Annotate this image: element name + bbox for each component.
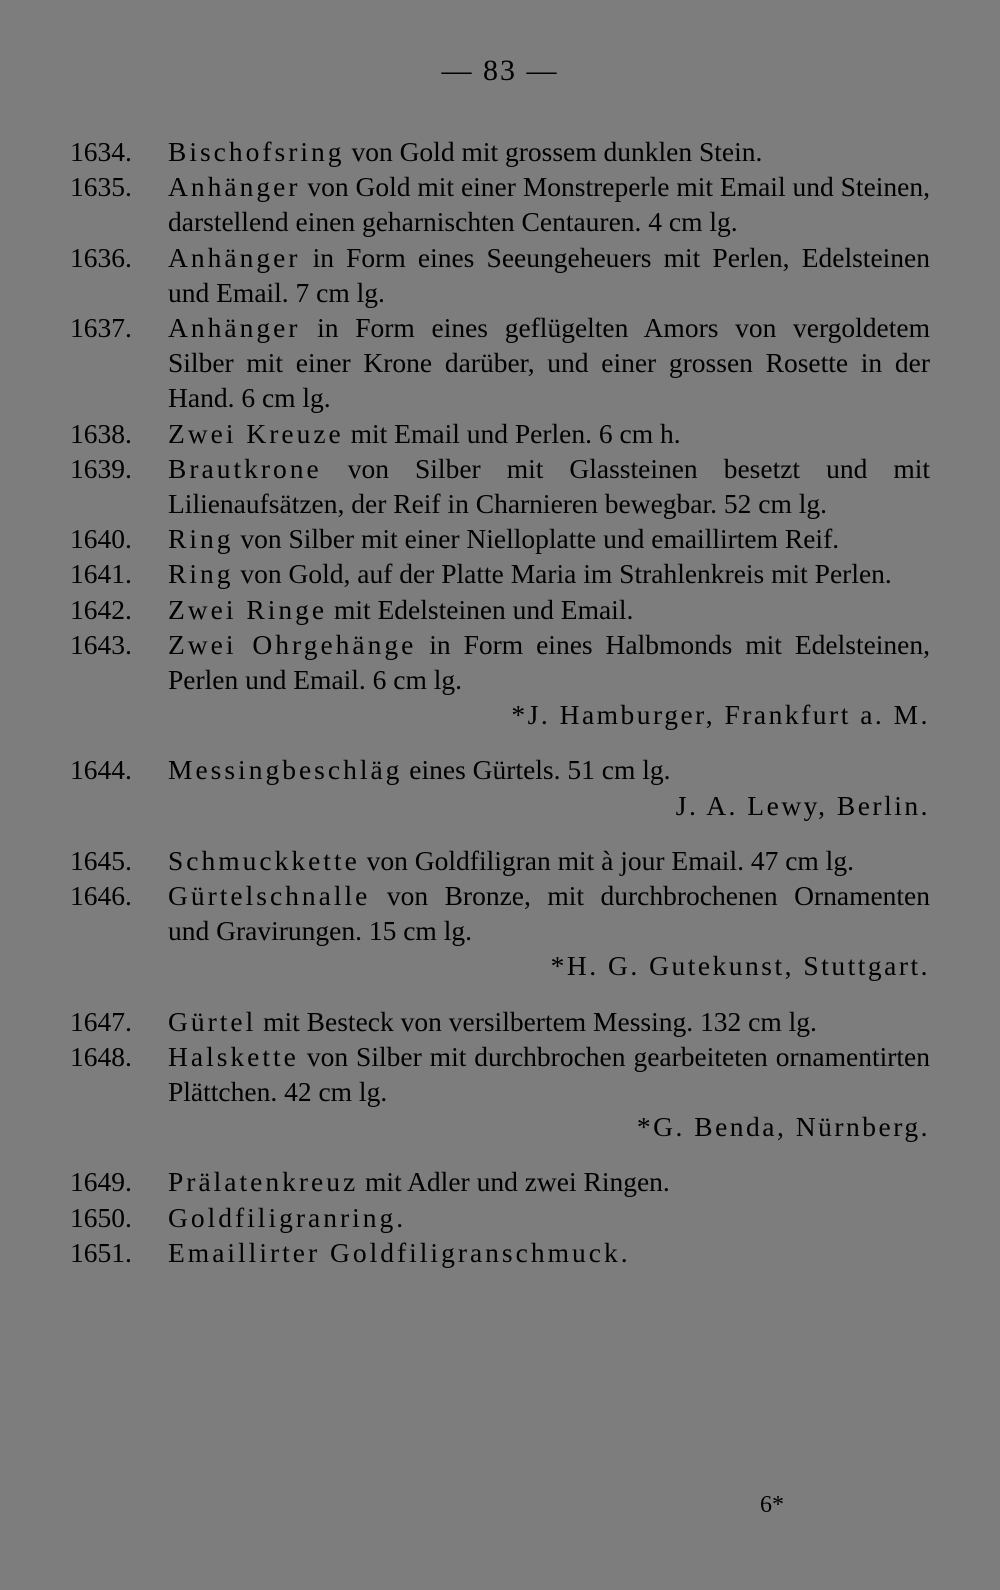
entry-term: Prälatenkreuz (168, 1166, 359, 1198)
entry-text: mit Adler und zwei Ringen. (365, 1166, 670, 1198)
catalog-entry (70, 843, 930, 878)
catalog-entry (70, 1164, 930, 1199)
entry-description (168, 556, 930, 591)
entry-term: Halskette (168, 1040, 299, 1072)
entry-description (168, 1164, 930, 1199)
catalog-entry (70, 416, 930, 451)
entry-number: 1644. (70, 754, 132, 786)
entry-number: 1640. (70, 523, 132, 555)
group-spacer (70, 984, 930, 1004)
entry-term: Schmuckkette (168, 844, 360, 876)
entry-description (168, 1004, 930, 1039)
entry-text: mit Email und Perlen. 6 cm h. (350, 417, 681, 449)
entry-description (168, 416, 930, 451)
catalog-entry (70, 752, 930, 787)
catalog-entry (70, 169, 930, 239)
entry-number: 1636. (70, 241, 132, 273)
catalog-entry (70, 451, 930, 521)
entry-number: 1645. (70, 844, 132, 876)
entry-term: Emaillirter Goldfiligranschmuck. (168, 1236, 631, 1268)
catalog-entry (70, 556, 930, 591)
lender-attribution: *G. Benda, Nürnberg. (636, 1111, 930, 1143)
printer-signature: 6* (760, 1492, 784, 1518)
lender-attribution: *J. Hamburger, Frankfurt a. M. (511, 699, 930, 731)
entry-description (168, 878, 930, 948)
entry-number: 1642. (70, 593, 132, 625)
entry-text: von Gold mit einer Monstreperle mit Email und Steinen, darstellend einen geharnischten Centauren. 4 cm lg. (168, 171, 930, 238)
entry-term: Brautkrone (168, 452, 322, 484)
entry-number: 1637. (70, 312, 132, 344)
lender-attribution: *H. G. Gutekunst, Stuttgart. (550, 950, 930, 982)
entry-term: Goldfiligranring. (168, 1201, 407, 1233)
group-spacer (70, 1144, 930, 1164)
entry-term: Bischofsring (168, 136, 345, 167)
entry-text: von Silber mit einer Nielloplatte und emaillirtem Reif. (240, 523, 840, 555)
entry-description (168, 169, 930, 239)
catalog-entry (70, 240, 930, 310)
entry-text: mit Edelsteinen und Email. (333, 593, 634, 625)
entry-number: 1643. (70, 628, 132, 660)
entry-text: von Bronze, mit durchbrochenen Ornamenten und Gravirungen. 15 cm lg. (168, 880, 931, 947)
entry-description (168, 752, 930, 787)
catalog-entry (70, 1235, 930, 1270)
entry-number: 1649. (70, 1166, 132, 1198)
group-spacer (70, 732, 930, 752)
entry-term: Ring (168, 523, 234, 555)
catalog-entry (70, 627, 930, 697)
entry-term: Anhänger (168, 171, 301, 203)
entry-number: 1638. (70, 417, 132, 449)
entry-number: 1651. (70, 1236, 132, 1268)
catalog-entry (70, 1200, 930, 1235)
entry-number: 1647. (70, 1005, 132, 1037)
catalog-entries (70, 134, 930, 1270)
catalog-entry (70, 521, 930, 556)
catalog-entry (70, 1004, 930, 1039)
entry-description (168, 240, 930, 310)
entry-term: Gürtelschnalle (168, 880, 371, 912)
entry-term: Gürtel (168, 1005, 257, 1037)
entry-text: von Gold mit grossem dunklen Stein. (351, 136, 763, 167)
entry-description (168, 1200, 930, 1235)
group-spacer (70, 823, 930, 843)
entry-number: 1635. (70, 171, 132, 203)
entry-description (168, 134, 930, 169)
entry-text: in Form eines Halbmonds mit Edelsteinen, Perlen und Email. 6 cm lg. (168, 628, 931, 696)
entry-term: Anhänger (168, 241, 301, 273)
entry-number: 1648. (70, 1040, 132, 1072)
entry-term: Messingbeschläg (168, 754, 403, 786)
entry-description (168, 843, 930, 878)
catalog-entry (70, 592, 930, 627)
catalog-entry (70, 878, 930, 948)
lender-attribution: J. A. Lewy, Berlin. (675, 789, 930, 821)
entry-description (168, 521, 930, 556)
entry-description (168, 451, 930, 521)
catalog-entry (70, 1039, 930, 1109)
entry-description (168, 1039, 930, 1109)
entry-text: in Form eines geflügelten Amors von vergoldetem Silber mit einer Krone darüber, und einer grossen Rosette in der Hand. 6 cm lg. (168, 312, 931, 414)
entry-number: 1634. (70, 136, 132, 167)
entry-term: Zwei Ringe (168, 593, 328, 625)
entry-number: 1641. (70, 558, 132, 590)
entry-text: in Form eines Seeungeheuers mit Perlen, Edelsteinen und Email. 7 cm lg. (168, 241, 930, 308)
catalog-entry (70, 134, 930, 169)
entry-term: Anhänger (168, 312, 301, 344)
entry-text: von Silber mit Glassteinen besetzt und mit Lilienaufsätzen, der Reif in Charnieren bewegbar. 52 cm lg. (168, 452, 930, 520)
entry-description (168, 627, 930, 697)
entry-term: Zwei Ohrgehänge (168, 628, 417, 660)
entry-term: Ring (168, 558, 234, 590)
entry-description (168, 1235, 930, 1270)
entry-term: Zwei Kreuze (168, 417, 344, 449)
entry-text: von Goldfiligran mit à jour Email. 47 cm lg. (366, 844, 854, 876)
entry-description (168, 592, 930, 627)
page-number-header: — 83 — (441, 54, 559, 87)
entry-text: von Silber mit durchbrochen gearbeiteten ornamentirten Plättchen. 42 cm lg. (168, 1040, 931, 1108)
entry-text: mit Besteck von versilbertem Messing. 132 cm lg. (263, 1005, 817, 1037)
catalog-entry (70, 310, 930, 416)
entry-text: eines Gürtels. 51 cm lg. (409, 754, 671, 786)
entry-text: von Gold, auf der Platte Maria im Strahlenkreis mit Perlen. (240, 558, 892, 590)
entry-number: 1646. (70, 880, 132, 912)
entry-description (168, 310, 930, 416)
entry-number: 1639. (70, 452, 132, 484)
entry-number: 1650. (70, 1201, 132, 1233)
